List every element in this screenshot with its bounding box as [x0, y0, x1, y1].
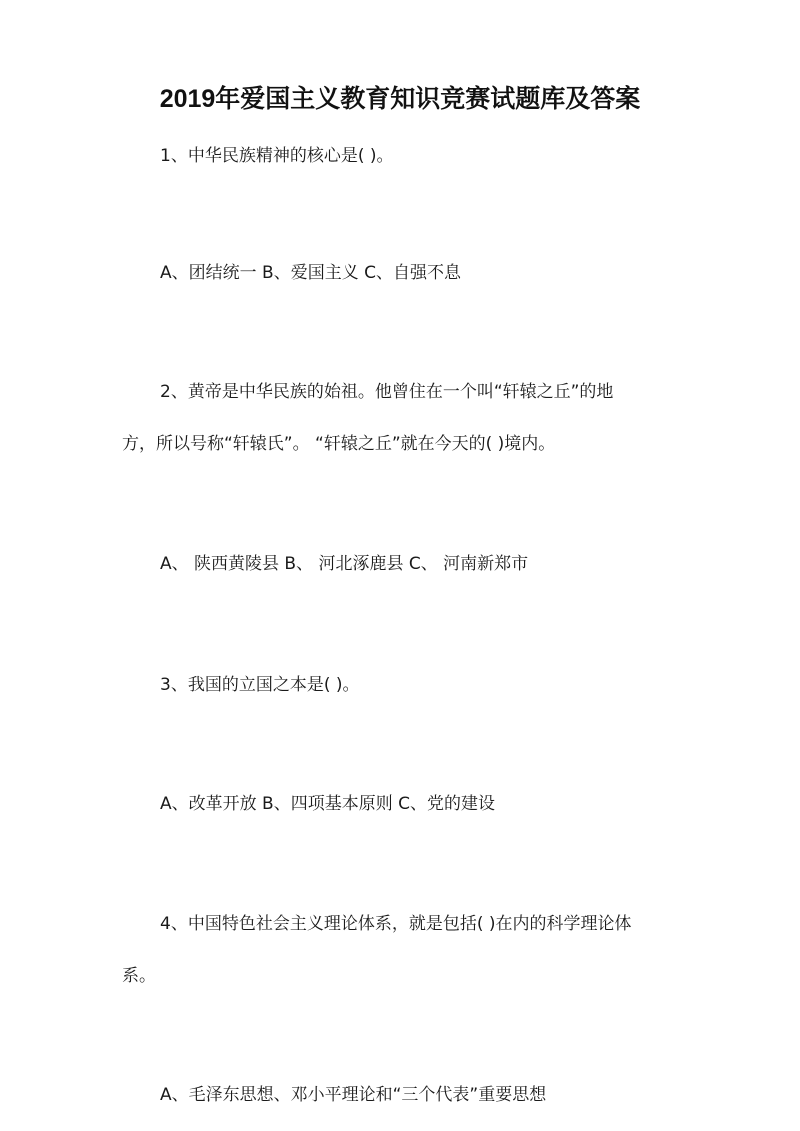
question-4-text-line-2: 系。 [122, 966, 156, 986]
question-4-text-line-1: 4、中国特色社会主义理论体系，就是包括( )在内的科学理论体 [160, 914, 632, 934]
question-2-text-line-1: 2、黄帝是中华民族的始祖。他曾住在一个叫“轩辕之丘”的地 [160, 382, 614, 402]
question-2-text-line-2: 方，所以号称“轩辕氏”。 “轩辕之丘”就在今天的( )境内。 [122, 434, 556, 454]
page-title: 2019年爱国主义教育知识竞赛试题库及答案 [159, 85, 641, 113]
question-4-options: A、毛泽东思想、邓小平理论和“三个代表”重要思想 [160, 1085, 547, 1105]
question-1-options: A、团结统一 B、爱国主义 C、自强不息 [160, 263, 461, 283]
question-2-options: A、 陕西黄陵县 B、 河北涿鹿县 C、 河南新郑市 [160, 554, 529, 574]
question-3-options: A、改革开放 B、四项基本原则 C、党的建设 [160, 794, 495, 814]
question-1-text: 1、中华民族精神的核心是( )。 [160, 146, 394, 166]
question-3-text: 3、我国的立国之本是( )。 [160, 675, 360, 695]
